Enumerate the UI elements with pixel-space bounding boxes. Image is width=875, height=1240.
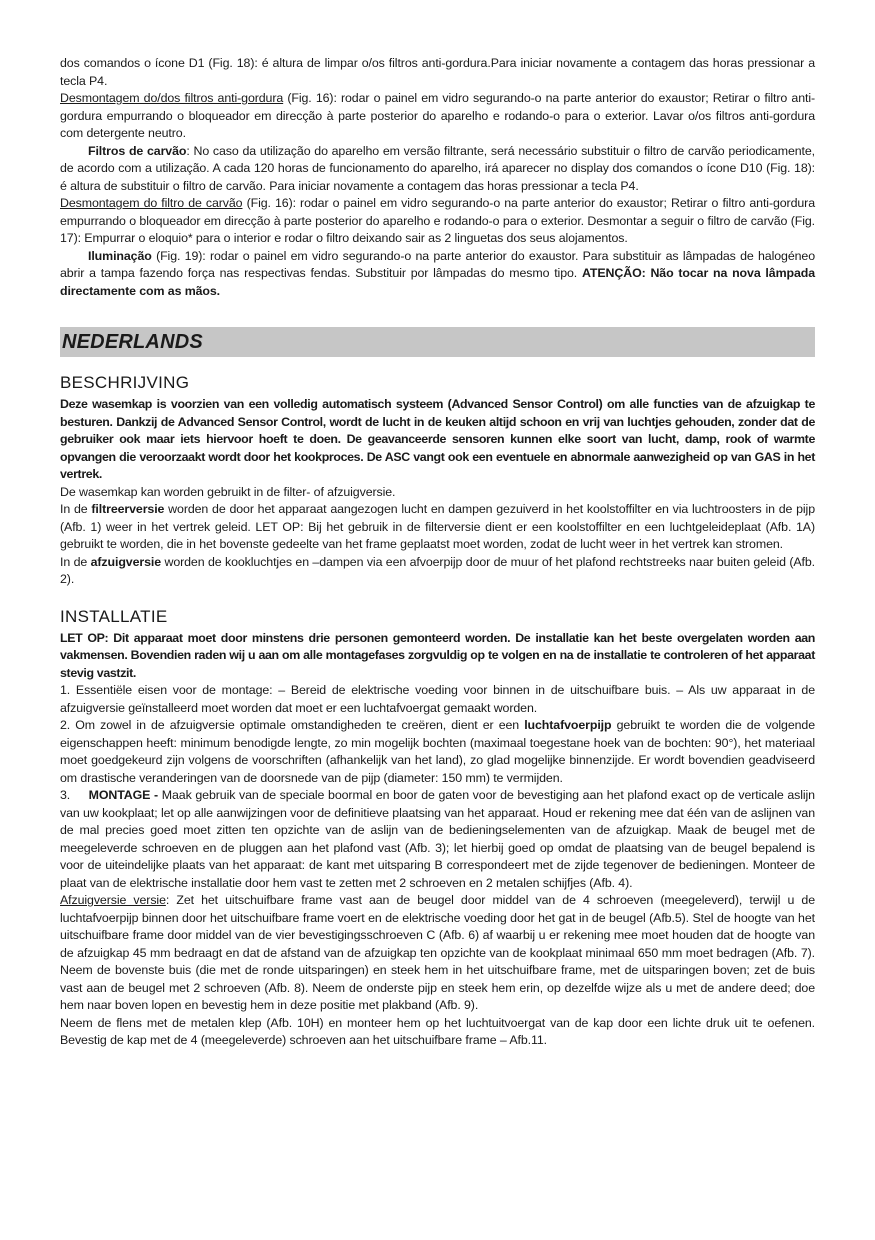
beschrijving-paragraph-3: In de afzuigversie worden de kookluchtjes en –dampen via een afvoerpijp door de muur of het plafond rechtstreeks naar buiten geleid (Afb. 2).: [60, 554, 815, 586]
language-section-bar: [60, 327, 815, 357]
afzuigversie-title: Afzuigversie versie: [60, 893, 166, 907]
language-title: NEDERLANDS: [62, 330, 203, 353]
pt-carbon-filter-title: Filtros de carvão: [88, 143, 187, 158]
section-heading-beschrijving: BESCHRIJVING: [60, 373, 190, 392]
pt-lighting-title: Iluminação: [88, 248, 152, 263]
pt-paragraph-4: Desmontagem do filtro de carvão (Fig. 16): rodar o painel em vidro segurando-o na parte anterior do exaustor; Retirar o filtro anti-gordura empurrando o bloqueador em direcção à parte posterior do aparelho e rodando-o para o exterior. Desmontar a seguir o filtro de carvão (Fig. 17): Empurrar o eloquio* para o interior e rodar o filtro deixando sair as 2 linguetas dos seus alojamentos.: [60, 196, 815, 245]
filtreerversie-term: filtreerversie: [91, 502, 165, 516]
installatie-afzuigversie: Afzuigversie versie: Zet het uitschuifbare frame vast aan de beugel door middel van de 4 schroeven (meegeleverd), terwijl u de luchtafvoerpijp binnen door het uitschuifbare frame voert en de elektrische voeding door het gat in de beugel (Afb.5). Stel de hoogte van het uitschuifbare frame door middel van de vier bevestigingsschroeven C (Afb. 6) af waarbij u er rekening mee moet houden dat de hoogte van de afzuigkap 45 mm bedraagt en dat de afstand van de afzuigkap ten opzichte van de kookplaat minimaal 650 mm moet bedragen (Afb. 7). Neem de bovenste buis (die met de ronde uitsparingen) en steek hem in het uitschuifbare frame, met de uitsparingen boven; zet de buis vast aan de beugel met 2 schroeven (Afb. 8). Neem de onderste pijp en steek hem erin, op dezelfde wijze als u met de andere deed; doe hem naar boven lopen en bevestig hem in deze positie met plakband (Afb. 9).: [60, 893, 815, 1012]
pt-paragraph-2: Desmontagem do/dos filtros anti-gordura (Fig. 16): rodar o painel em vidro segurando-o na parte anterior do exaustor; Retirar o filtro anti-gordura empurrando o bloqueador em direcção à parte posterior do aparelho e rodando-o para o exterior. Lavar o/os filtros anti-gordura com detergente neutro.: [60, 91, 816, 140]
luchtafvoerpijp-term: luchtafvoerpijp: [524, 718, 612, 732]
pt-paragraph-5: Iluminação (Fig. 19): rodar o painel em vidro segurando-o na parte anterior do exaustor. Para substituir as lâmpadas de halogéneo abrir a tampa fazendo força nas respectivas fendas. Substituir por lâmpadas do mesmo tipo. ATENÇÃO: Não tocar na nova lâmpada directamente com as mãos.: [60, 248, 816, 298]
beschrijving-intro: Deze wasemkap is voorzien van een volledig automatisch systeem (Advanced Sensor Control) om alle functies van de afzuigkap te besturen. Dankzij de Advanced Sensor Control, wordt de lucht in de keuken altijd schoon en vrij van luchtjes gehouden, zonder dat de gebruiker ook maar iets hiervoor hoeft te doen. De geavanceerde sensoren kunnen elke soort van lucht, damp, rook of warmte opvangen die veroorzaakt wordt door het kookproces. De ASC vangt ook een eventuele en abnormale aanwezigheid op van GAS in het vertrek.: [60, 397, 815, 481]
beschrijving-paragraph-2: In de filtreerversie worden de door het apparaat aangezogen lucht en dampen gezuiverd in het koolstoffilter en via luchtroosters in de pijp (Afb. 1) weer in het vertrek geleid. LET OP: Bij het gebruik in de filterversie dient er een koolstoffilter en een luchtgeleideplaat (Afb. 1A) gebruikt te worden, die in het bovenste gedeelte van het frame geplaatst moet worden, zodat de lucht weer in het vertrek kan stromen.: [60, 502, 815, 551]
installatie-item-2: 2. Om zowel in de afzuigversie optimale omstandigheden te creëren, dient er een luchtafvoerpijp gebruikt te worden die de volgende eigenschappen heeft: minimum benodigde lengte, zo min mogelijk bochten (maximaal toegestane hoek van de bochten: 90°), het materiaal moet goedgekeurd zijn volgens de voorschriften (afhankelijk van het land), zo glad mogelijke binnenzijde. Er wordt bovendien geadviseerd om drastische veranderingen van de doorsnede van de pijp (diameter: 150 mm) te vermijden.: [60, 718, 815, 785]
afzuigversie-term: afzuigversie: [90, 554, 162, 569]
pt-grease-filter-removal-title: Desmontagem do/dos filtros anti-gordura: [60, 91, 284, 105]
pt-carbon-filter-removal-title: Desmontagem do filtro de carvão: [60, 196, 243, 210]
installatie-last-paragraph: Neem de flens met de metalen klep (Afb. 10H) en monteer hem op het luchtuitvoergat van de kap door een lichte druk uit te oefenen. Bevestig de kap met de 4 (meegeleverde) schroeven aan het uitschuifbare frame – Afb.11.: [60, 1015, 815, 1047]
montage-term: MONTAGE -: [88, 788, 159, 802]
pt-paragraph-1: dos comandos o ícone D1 (Fig. 18): é altura de limpar o/os filtros anti-gordura.Para iniciar novamente a contagem das horas pressionar a tecla P4.: [60, 56, 815, 88]
pt-warning: ATENÇÃO: Não tocar na nova lâmpada directamente com as mãos.: [60, 266, 816, 298]
installatie-warning: LET OP: Dit apparaat moet door minstens drie personen gemonteerd worden. De installatie kan het beste overgelaten worden aan vakmensen. Bovendien raden wij u aan om alle montagefases zorgvuldig op te volgen en na de installatie te controleren of het apparaat stevig vastzit.: [60, 630, 815, 680]
section-heading-installatie: INSTALLATIE: [60, 606, 168, 626]
beschrijving-paragraph-1: De wasemkap kan worden gebruikt in de filter- of afzuigversie.: [60, 484, 396, 499]
installatie-item-1: 1. Essentiële eisen voor de montage: – Bereid de elektrische voeding voor binnen in de uitschuifbare buis. – Als uw apparaat in de afzuigversie geïnstalleerd moet worden dat moet er een luchtafvoergat gemaakt worden.: [60, 683, 815, 715]
document-page: [60, 55, 815, 1050]
pt-paragraph-3: Filtros de carvão: No caso da utilização do aparelho em versão filtrante, será necessário substituir o filtro de carvão periodicamente, de acordo com a utilização. A cada 120 horas de funcionamento do aparelho, irá aparecer no display dos comandos o ícone D10 (Fig. 18): é altura de substituir o filtro de carvão. Para iniciar novamente a contagem das horas pressionar a tecla P4.: [60, 143, 816, 193]
installatie-item-3: 3. MONTAGE - Maak gebruik van de speciale boormal en boor de gaten voor de bevestiging aan het plafond exact op de verticale aslijn van uw kookplaat; let op alle aanwijzingen voor de definitieve plaatsing van het apparaat. Houd er rekening mee dat één van de aslijnen van de mal precies goed moet zitten ten opzichte van de aslijn van de bedieningselementen van de afzuigkap. Maak de beugel met de meegeleverde schroeven en de pluggen aan het plafond vast (Afb. 3); let hierbij goed op omdat de plaatsing van de beugel bepalend is voor de uiteindelijke plaats van het apparaat: de kant met uitsparing B correspondeert met de zijde tegenover de bedieningen. Monteer de plaat van de elektrische installatie door hem vast te zetten met 2 schroeven en 2 metalen schijfjes (Afb. 4).: [60, 788, 815, 890]
